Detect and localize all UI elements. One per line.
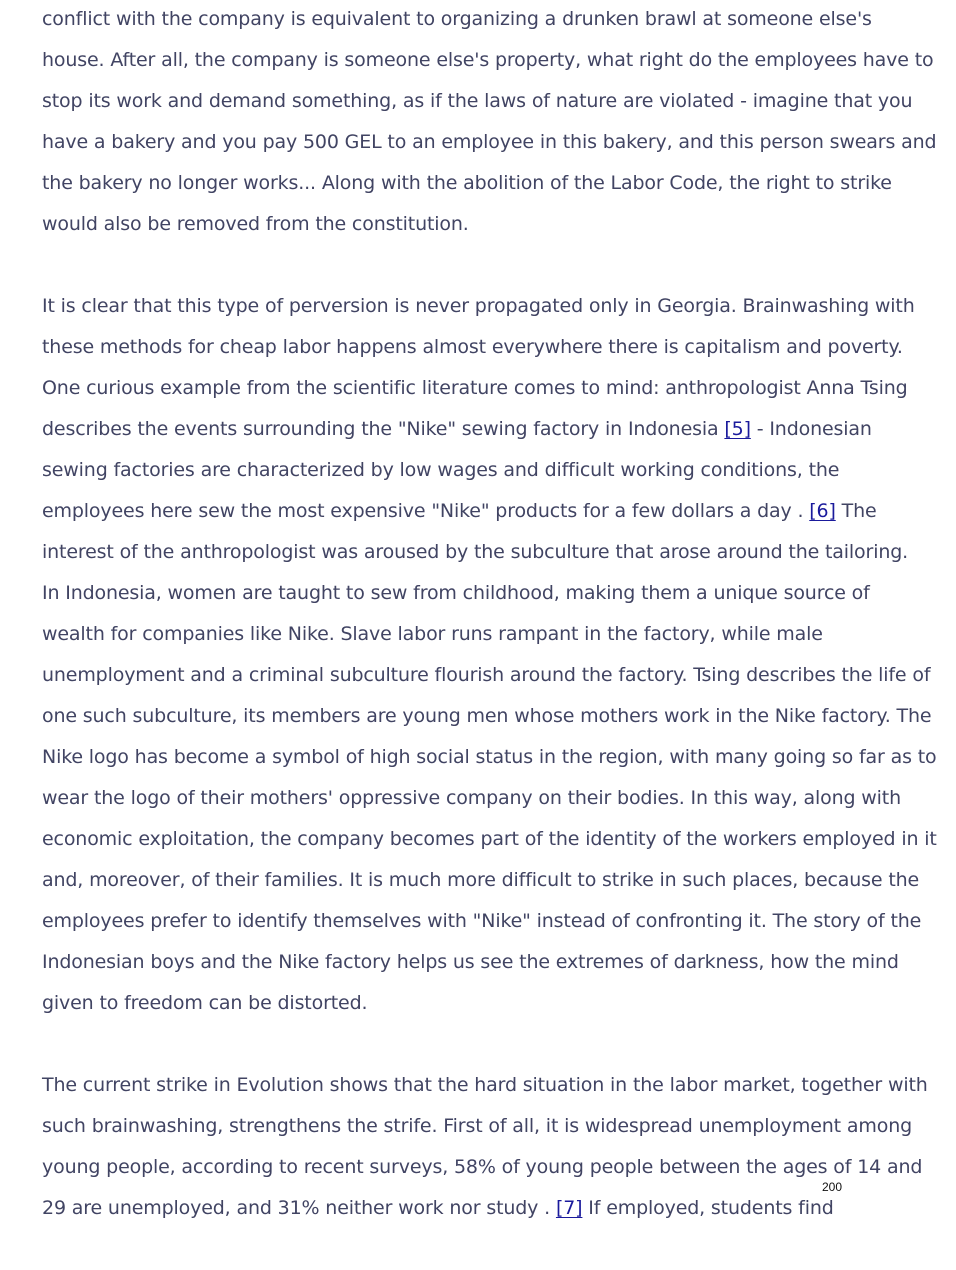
text-line (42, 409, 922, 450)
text-line (42, 368, 922, 409)
text-line (42, 286, 922, 327)
text-segment: the bakery no longer works... Along with the abolition of the Labor Code, the right to strike (42, 172, 892, 194)
text-segment: and, moreover, of their families. It is much more difficult to strike in such places, because the (42, 869, 920, 891)
text-segment: 29 are unemployed, and 31% neither work nor study . (42, 1197, 556, 1219)
text-line (42, 204, 922, 245)
text-segment: would also be removed from the constitution. (42, 213, 469, 235)
text-line (42, 327, 922, 368)
text-segment: The current strike in Evolution shows that the hard situation in the labor market, together with (42, 1074, 928, 1096)
text-segment: economic exploitation, the company becomes part of the identity of the workers employed in it (42, 828, 937, 850)
text-line (42, 819, 937, 860)
text-line (42, 1106, 922, 1147)
text-segment: wear the logo of their mothers' oppressive company on their bodies. In this way, along with (42, 787, 901, 809)
text-segment: employees here sew the most expensive "Nike" products for a few dollars a day . (42, 500, 810, 522)
text-line (42, 532, 922, 573)
text-segment: wealth for companies like Nike. Slave labor runs rampant in the factory, while male (42, 623, 823, 645)
text-segment: young people, according to recent surveys, 58% of young people between the ages of 14 and (42, 1156, 923, 1178)
text-segment: If employed, students find (582, 1197, 834, 1219)
text-segment: conflict with the company is equivalent to organizing a drunken brawl at someone else's (42, 8, 872, 30)
paragraph (42, 0, 937, 245)
text-segment: one such subculture, its members are young men whose mothers work in the Nike factory. The (42, 705, 932, 727)
paragraph (42, 1065, 928, 1229)
text-line (42, 491, 922, 532)
footnote-reference-link[interactable]: [7] (555, 1197, 583, 1219)
text-segment: describes the events surrounding the "Nike" sewing factory in Indonesia (42, 418, 725, 440)
text-segment: One curious example from the scientific literature comes to mind: anthropologist Anna Tsing (42, 377, 908, 399)
text-segment: stop its work and demand something, as if the laws of nature are violated - imagine that you (42, 90, 913, 112)
text-line (42, 0, 922, 40)
text-line (42, 696, 932, 737)
text-line (42, 614, 922, 655)
text-segment: sewing factories are characterized by low wages and difficult working conditions, the (42, 459, 840, 481)
text-segment: such brainwashing, strengthens the strife. First of all, it is widespread unemployment among (42, 1115, 912, 1137)
text-segment: Nike logo has become a symbol of high social status in the region, with many going so far as to (42, 746, 937, 768)
text-segment: house. After all, the company is someone else's property, what right do the employees have to (42, 49, 934, 71)
text-line (42, 163, 922, 204)
text-segment: employees prefer to identify themselves with "Nike" instead of confronting it. The story of the (42, 910, 922, 932)
text-line (42, 1065, 928, 1106)
text-segment: have a bakery and you pay 500 GEL to an employee in this bakery, and this person swears and (42, 131, 937, 153)
text-segment: interest of the anthropologist was aroused by the subculture that arose around the tailoring. (42, 541, 909, 563)
paragraph (42, 286, 937, 1024)
text-segment: The (835, 500, 877, 522)
text-segment: - Indonesian (750, 418, 872, 440)
text-line (42, 901, 922, 942)
footnote-reference-link[interactable]: [5] (724, 418, 751, 440)
text-segment: these methods for cheap labor happens almost everywhere there is capitalism and poverty. (42, 336, 903, 358)
text-line (42, 860, 922, 901)
text-line (42, 573, 922, 614)
text-line (42, 983, 922, 1024)
text-line (42, 81, 922, 122)
text-line (42, 737, 937, 778)
text-segment: In Indonesia, women are taught to sew from childhood, making them a unique source of (42, 582, 870, 604)
text-segment: unemployment and a criminal subculture flourish around the factory. Tsing describes the life of (42, 664, 931, 686)
text-line (42, 450, 922, 491)
text-line (42, 1147, 922, 1188)
text-line (42, 1188, 922, 1229)
text-line (42, 942, 922, 983)
text-line (42, 122, 937, 163)
text-segment: given to freedom can be distorted. (42, 992, 368, 1014)
document-body (42, 0, 937, 1270)
text-line (42, 655, 931, 696)
text-line (42, 40, 934, 81)
footnote-reference-link[interactable]: [6] (809, 500, 836, 522)
text-segment: It is clear that this type of perversion is never propagated only in Georgia. Brainwashing with (42, 295, 915, 317)
text-line (42, 778, 922, 819)
page-number: 200 (822, 1180, 843, 1194)
text-segment: Indonesian boys and the Nike factory helps us see the extremes of darkness, how the mind (42, 951, 899, 973)
